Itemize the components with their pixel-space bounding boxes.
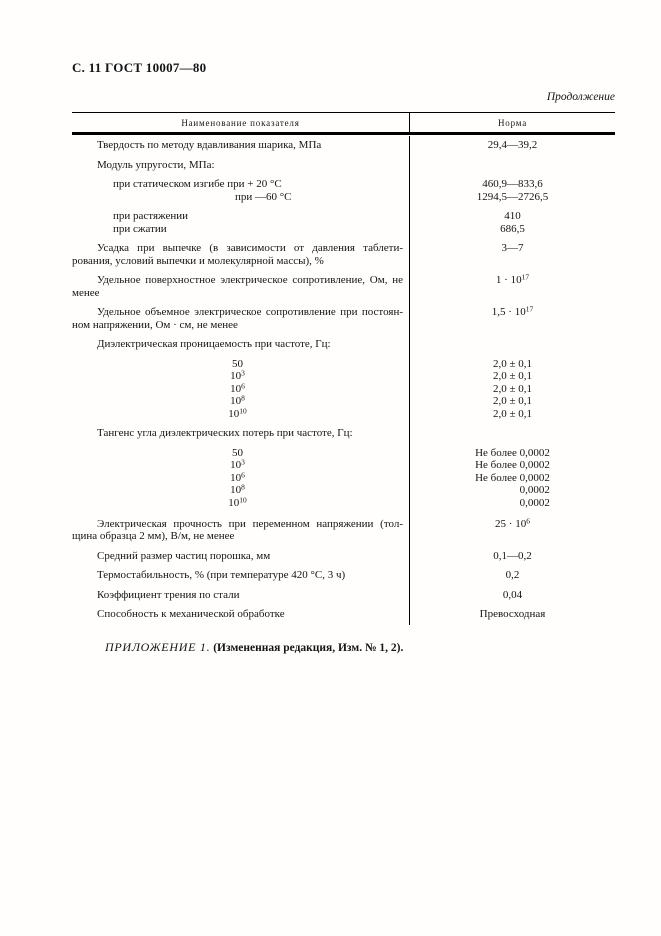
- row-value: 0,2: [505, 569, 520, 581]
- row-value: Не более 0,0002: [475, 459, 550, 471]
- table-row: [72, 175, 615, 207]
- row-label: Термостабильность, % (при температуре 420 °С, 3 ч): [97, 569, 346, 581]
- row-value: 460,9—833,6: [482, 178, 543, 190]
- row-value: 2,0 ± 0,1: [492, 357, 533, 370]
- row-value: 686,5: [500, 222, 525, 235]
- table-row: [72, 515, 615, 547]
- row-value: $1,5 \cdot 10^{17}$: [491, 304, 534, 318]
- row-value: 2,0 ± 0,1: [492, 407, 533, 420]
- table-row: [72, 303, 615, 335]
- row-value: $1 \cdot 10^{17}$: [495, 272, 530, 286]
- row-name-cell: [72, 424, 409, 444]
- row-label: ном напряжении, Ом · см, не менее: [72, 318, 238, 331]
- row-norm-cell: [409, 136, 615, 156]
- row-norm-cell: [409, 175, 615, 207]
- row-name-cell: [72, 605, 409, 625]
- spec-table: [72, 112, 615, 625]
- row-name-cell: [72, 444, 409, 515]
- row-norm-cell: [409, 355, 615, 425]
- row-label: Способность к механической обработке: [97, 608, 285, 620]
- row-norm-cell: [409, 586, 615, 606]
- row-label: при —60 °С: [235, 190, 292, 203]
- row-label: Средний размер частиц порошка, мм: [97, 549, 271, 562]
- table-row: [72, 566, 615, 586]
- row-norm-cell: [409, 547, 615, 567]
- row-norm-cell: [409, 424, 615, 444]
- table-row: [72, 444, 615, 515]
- spec-table-header: [72, 113, 615, 135]
- row-value: 0,0002: [519, 496, 550, 509]
- row-label: Диэлектрическая проницаемость при частоте, Гц:: [97, 338, 331, 350]
- table-row: [72, 156, 615, 176]
- row-label: $10^3$: [230, 368, 245, 382]
- row-label: Удельное объемное электрическое сопротивление при постоян-: [97, 306, 403, 318]
- row-value: 0,1—0,2: [493, 549, 532, 562]
- row-value: 1294,5—2726,5: [476, 190, 549, 203]
- row-label: при статическом изгибе при + 20 °С: [113, 178, 282, 190]
- row-name-cell: [72, 586, 409, 606]
- table-row: [72, 547, 615, 567]
- row-name-cell: [72, 303, 409, 335]
- spec-table-body: [72, 135, 615, 625]
- row-norm-cell: [409, 444, 615, 515]
- row-norm-cell: [409, 239, 615, 271]
- row-norm-cell: [409, 566, 615, 586]
- row-label: Коэффициент трения по стали: [97, 588, 240, 601]
- row-name-cell: [72, 156, 409, 176]
- appendix-label: ПРИЛОЖЕНИЕ 1.: [105, 639, 211, 654]
- row-label: Электрическая прочность при переменном напряжении (тол-: [97, 517, 403, 530]
- row-value: $25 \cdot 10^6$: [495, 516, 530, 530]
- row-label: при сжатии: [113, 222, 167, 235]
- row-value: 29,4—39,2: [487, 139, 538, 151]
- row-name-cell: [72, 566, 409, 586]
- table-row: [72, 136, 615, 156]
- row-value: 3—7: [501, 242, 524, 254]
- row-label: $10^{10}$: [228, 495, 247, 509]
- row-name-cell: [72, 355, 409, 425]
- continuation-label: Продолжение: [546, 91, 615, 103]
- row-label: рования, условий выпечки и молекулярной массы), %: [72, 254, 324, 267]
- row-norm-cell: [409, 515, 615, 547]
- column-header-name: Наименование показателя: [181, 118, 300, 128]
- row-name-cell: [72, 239, 409, 271]
- table-row: [72, 271, 615, 303]
- table-row: [72, 335, 615, 355]
- column-header-norm: Норма: [409, 113, 615, 132]
- row-name-cell: [72, 547, 409, 567]
- row-name-cell: [72, 175, 409, 207]
- row-label: $10^8$: [230, 393, 245, 407]
- row-norm-cell: [409, 335, 615, 355]
- table-row: [72, 424, 615, 444]
- row-name-cell: [72, 335, 409, 355]
- row-value: 2,0 ± 0,1: [492, 382, 533, 395]
- row-label: $10^3$: [230, 457, 245, 471]
- table-row: [72, 586, 615, 606]
- row-value: 0,0002: [519, 484, 550, 496]
- row-norm-cell: [409, 271, 615, 303]
- row-label: $10^6$: [230, 381, 245, 395]
- row-norm-cell: [409, 303, 615, 335]
- row-value: 410: [504, 210, 521, 222]
- row-label: $10^8$: [230, 482, 245, 496]
- row-value: 2,0 ± 0,1: [492, 370, 533, 382]
- appendix-revision: (Измененная редакция, Изм. № 1, 2).: [213, 641, 404, 654]
- row-label: Твердость по методу вдавливания шарика, МПа: [97, 139, 322, 151]
- row-name-cell: [72, 271, 409, 303]
- row-label: $10^6$: [230, 470, 245, 484]
- row-label: Усадка при выпечке (в зависимости от давления таблети-: [97, 242, 403, 254]
- row-value: 2,0 ± 0,1: [492, 395, 533, 407]
- row-norm-cell: [409, 207, 615, 239]
- page-header: [72, 60, 615, 76]
- row-norm-cell: [409, 156, 615, 176]
- row-label: 50: [232, 446, 243, 459]
- row-norm-cell: [409, 605, 615, 625]
- table-row: [72, 355, 615, 425]
- row-label: щина образца 2 мм), В/м, не менее: [72, 530, 235, 542]
- row-name-cell: [72, 136, 409, 156]
- row-label: менее: [72, 286, 100, 299]
- row-label: при растяжении: [113, 210, 189, 222]
- row-label: Удельное поверхностное электрическое сопротивление, Ом, не: [97, 274, 403, 286]
- page-title: С. 11 ГОСТ 10007—80: [72, 60, 207, 75]
- row-label: Тангенс угла диэлектрических потерь при частоте, Гц:: [97, 427, 353, 439]
- table-row: [72, 605, 615, 625]
- table-row: [72, 239, 615, 271]
- table-row: [72, 207, 615, 239]
- row-label: 50: [232, 357, 243, 370]
- row-name-cell: [72, 207, 409, 239]
- row-name-cell: [72, 515, 409, 547]
- appendix-note: [72, 640, 615, 655]
- row-value: Не более 0,0002: [475, 471, 550, 484]
- row-value: 0,04: [502, 588, 523, 601]
- row-value: Превосходная: [479, 608, 546, 620]
- row-label: $10^{10}$: [228, 406, 247, 420]
- row-value: Не более 0,0002: [475, 446, 550, 459]
- row-label: Модуль упругости, МПа:: [97, 158, 215, 171]
